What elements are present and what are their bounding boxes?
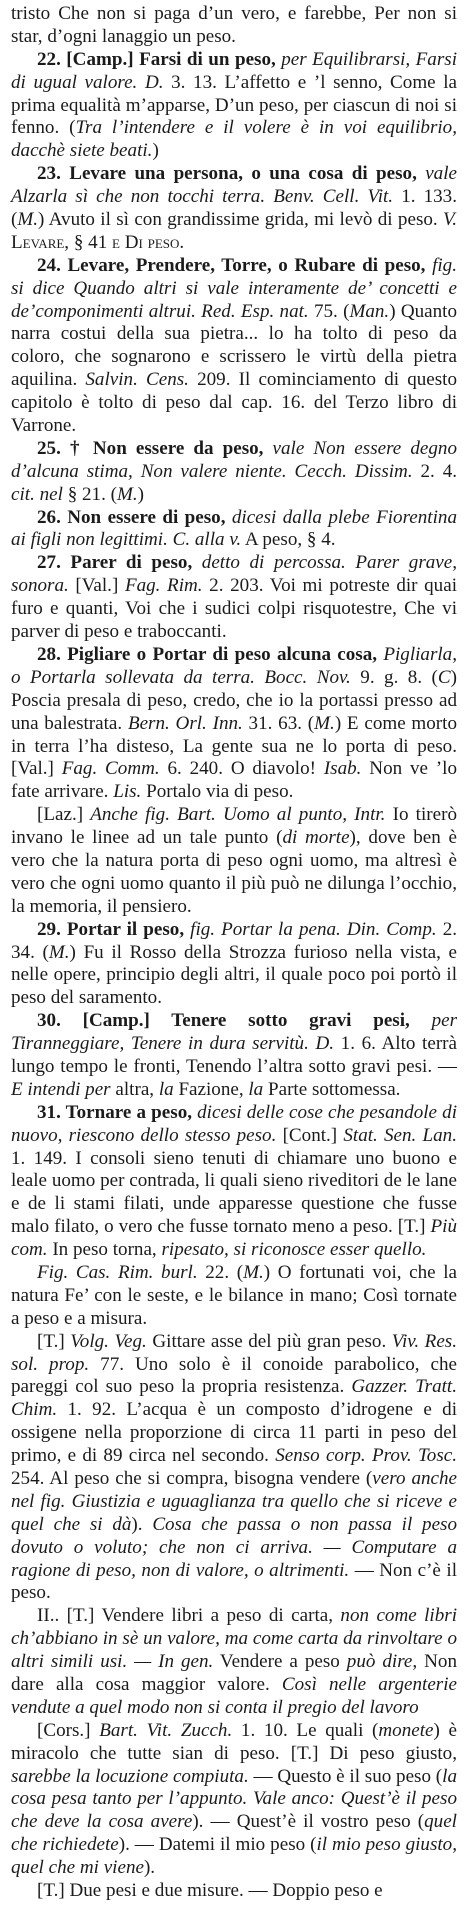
entry-heading: 31. Tornare a peso, [37,1101,198,1123]
text-run: 75. ( [308,300,350,322]
italic-text: vale Alzarla sì che non tocchi terra. Benv. Cell. Vit. [11,163,457,208]
entry-heading: 28. Pigliare o Portar di peso alcuna cosa, [37,643,384,665]
italic-text: M. [48,941,70,963]
text-run: 1. 6. Alto terrà lungo tempo le fronti, Tenendo l’altra sotto gravi pesi. — [11,1033,457,1077]
italic-text: ripesato, si riconosce esser quello. [161,1239,427,1261]
text-run: 9. g. 8. ( [350,666,438,688]
entry-paragraph [11,552,457,644]
text-run: Levare, § 41 e Di peso. [11,231,185,253]
text-run: § 21. ( [62,483,117,505]
italic-text: può dire, [346,1651,418,1673]
text-run: Vendere a peso [213,1651,347,1673]
italic-text: sarebbe la locuzione compiuta. [11,1765,249,1787]
italic-text: dicesi dalla plebe Fiorentina ai figli non legittimi. C. alla v. [11,506,457,551]
italic-text: V. [443,209,457,231]
italic-text: E intendi per [11,1078,111,1100]
text-run: ) [152,140,159,162]
italic-text: Bern. Orl. Inn. [127,712,243,734]
text-run: II.. [T.] Vendere libri a peso di carta, [37,1605,341,1627]
italic-text: fig. Portar la pena. Din. Comp. [190,918,437,940]
italic-text: vale Non essere degno d’alcuna stima, Non valere niente. Cecch. Dissim. [11,437,457,482]
text-run: 6. 240. O diavolo! [159,758,324,780]
text-run: altra, [110,1078,159,1100]
italic-text: per Equilibrarsi, Farsi di ugual valore. D. [11,48,458,93]
text-run: Non ve ’lo fate arrivare. [11,758,457,803]
entry-heading: 26. Non essere di peso, [37,506,232,528]
entry-paragraph [11,1331,457,1606]
entry-paragraph [11,1605,457,1719]
text-run: ) O fortunati voi, che la natura Fe’ con le seste, e le bilance in mano; Così tornate a peso e a misura. [11,1261,457,1329]
italic-text: la cosa pesa tanto per l’appunto. Vale anco: Quest’è il peso che deve la cosa avere [11,1765,457,1833]
entry-paragraph [11,49,457,163]
italic-text: M. [116,483,138,505]
italic-text: Fag. Rim. [124,575,203,597]
entry-heading: 23. Levare una persona, o una cosa di peso, [37,163,426,185]
text-run: 1. 149. I consoli sieno tenuti di chiamare uno buono e leale uomo per contrada, li quali sieno riveditori de le lane e de li stami filati, unde apparesse questione che fusse malo filato, o vero che fusse tornato meno a peso. [T.] [11,1147,457,1238]
text-run: [Val.] [68,575,125,597]
italic-text: Tra l’intendere e il volere è in voi equilibrio, dacchè siete beati. [11,117,457,162]
italic-text: M. [314,712,335,734]
text-run: ). — Datemi il mio peso ( [118,1834,317,1856]
text-run: In peso torna, [47,1239,162,1261]
entry-paragraph [11,438,457,507]
italic-text: M. [17,209,39,231]
italic-text: Volg. Veg. [70,1330,147,1352]
italic-text: Anche fig. Bart. Uomo al punto, Intr. [90,804,386,826]
entry-paragraph [11,1720,457,1880]
italic-text: Lis. [113,781,142,803]
text-run: ) [137,483,145,505]
italic-text: Man. [349,300,390,322]
italic-text: Bart. Vit. Zucch. [99,1719,233,1741]
text-run: Parte sottomessa. [263,1078,401,1100]
italic-text: Gazzer. Tratt. Chim. [11,1376,458,1421]
text-run: 22. ( [197,1261,244,1283]
text-run: [Laz.] [37,804,91,826]
italic-text: Cosa che passa o non passa il peso dovuto o voluto; che non ci arriva. — Computare a ragione di peso, non di valore, o altrimenti. [11,1513,458,1581]
entry-paragraph [11,919,457,1011]
italic-text: C [437,666,451,688]
italic-text: per Tiranneggiare, Tenere in dura servitù. D. [11,1010,457,1055]
italic-text: cit. nel [11,483,63,505]
italic-text: la [158,1078,174,1100]
entry-paragraph [11,1262,457,1331]
text-run: 1. 10. Le quali ( [232,1719,379,1741]
italic-text: Fig. Cas. Rim. burl. [37,1261,198,1283]
italic-text: Così nelle argenterie vendute a quel modo non si conta il pregio del lavoro [11,1674,457,1718]
text-run: ) Quanto narra costui della sua pietra... lo ha tolto di peso da coloro, che sognarono e scrissero le virtù della pietra aquilina. [11,300,457,391]
italic-text: monete [378,1719,434,1741]
text-run: ). [143,1857,156,1879]
text-run: ) E come morto in terra l’ha disteso, La gente sua ne lo porta di peso. [Val.] [11,712,457,780]
italic-text: quel che richiedete [11,1811,457,1856]
text-run: Fazione, [173,1078,249,1100]
italic-text: Fag. Comm. [61,758,160,780]
text-run: 3. 13. L’affetto e ’l senno, Come la prima equalità m’apparse, D’un peso, per ciascun di noi si fenno. ( [11,71,458,139]
entry-heading: 25. † Non essere da peso, [37,437,273,459]
text-run: Gittare asse del più gran peso. [146,1330,392,1352]
entry-heading: 27. Parer di peso, [37,552,202,574]
text-run: ). [131,1513,153,1535]
entry-paragraph [11,255,457,438]
text-run: — Questo è il suo peso ( [248,1765,443,1787]
text-run: [Cors.] [37,1719,100,1741]
italic-text: di morte [282,827,350,849]
italic-text: Pigliarla, o Portarla sollevata da terra. Bocc. Nov. [11,643,457,688]
text-run: tristo Che non si paga d’un vero, e farebbe, Per non si star, d’ogni lanaggio un peso. [11,3,457,47]
text-run: 31. 63. ( [242,712,315,734]
entry-paragraph [11,1010,457,1102]
text-run: ) Poscia presala di peso, credo, che io la portassi presso ad una balestrata. [11,666,457,734]
text-run: 209. Il cominciamento di questo capitolo è tolto di peso dal cap. 16. del Terzo libro di Varrone. [11,369,458,437]
entry-heading: 30. [Camp.] Tenere sotto gravi pesi, [37,1010,432,1032]
italic-text: Viv. Res. sol. prop. [11,1330,457,1375]
italic-text: non come libri ch’abbiano in sè un valore, ma come carta da rinvoltare o altri simili usi. — In gen. [11,1605,457,1673]
text-run: Non dare alla cosa maggior valore. [11,1651,457,1696]
text-run: ). — Quest’è il vostro peso ( [192,1811,425,1833]
text-run: Portalo via di peso. [141,781,294,803]
text-run: ) è miracolo che tutte sian di peso. [T.] Di peso giusto, [11,1719,457,1764]
text-run: ), dove ben è vero che la natura porta di peso ogni uomo, ma altresì è vero che ogni uomo quanto il più può ne dilunga l’occhio, la memoria, il pensiero. [11,827,458,917]
italic-text: Stat. Sen. Lan. [343,1124,457,1146]
entry-heading: 29. Portar il peso, [37,918,191,940]
italic-text: M. [243,1261,264,1283]
entry-paragraph [11,3,457,49]
text-run: 1. 133. ( [11,186,457,231]
text-run: 1. 92. L’acqua è un composto d’idrogene e di ossigene nella proporzione di circa 11 parti in peso del primo, e di 89 circa nel secondo. [11,1399,457,1467]
italic-text: Isab. [323,758,362,780]
entry-heading: 22. [Camp.] Farsi di un peso, [37,48,282,70]
text-run: A peso, § 4. [241,529,336,551]
entry-paragraph [11,1880,457,1903]
entry-paragraph [11,163,457,255]
entry-paragraph [11,1102,457,1262]
text-run: ) Avuto il sì con grandissime grida, mi levò di peso. [38,209,444,231]
text-run: 2. 34. ( [11,918,458,963]
text-run: [T.] [37,1330,71,1352]
text-run: [Cont.] [276,1124,344,1146]
text-run: Io tirerò invano le linee ad un tale punto ( [11,804,457,849]
text-run: ) Fu il Rosso della Strozza furioso nella vista, e nelle opere, principio degli altri, il quale poco poi portò il peso del saramento. [11,941,457,1009]
italic-text: la [248,1078,264,1100]
entry-paragraph [11,804,457,918]
italic-text: detto di percossa. Parer grave, sonora. [11,552,457,597]
italic-text: Salvin. Cens. [85,369,189,391]
italic-text: Senso corp. Prov. Tosc. [275,1445,457,1467]
italic-text: fig. si dice Quando altri si vale interamente de’ concetti e de’componimenti altrui. Red. Esp. nat. [11,254,457,322]
text-run: 2. 4. [412,460,457,482]
italic-text: il mio peso giusto, quel che mi viene [11,1834,457,1879]
entry-paragraph [11,507,457,553]
text-run: [T.] Due pesi e due misure. — Doppio peso e [37,1880,383,1902]
text-run: 2. 203. Voi mi potreste dir quai furo e quanti, Voi che i sudici colpi risquotestre, Che vi parver di peso e traboccanti. [11,575,457,643]
entry-paragraph [11,644,457,804]
italic-text: dicesi delle cose che pesandole di nuovo, riescono dello stesso peso. [11,1101,457,1146]
text-run: 77. Uno solo è il conoide parabolico, che pareggi col suo peso la propria resistenza. [11,1353,457,1398]
italic-text: vero anche nel fig. Giustizia e uguaglianza tra quello che si riceve e quel che si dà [11,1468,457,1535]
entry-heading: 24. Levare, Prendere, Torre, o Rubare di peso, [37,254,433,276]
text-run: 254. Al peso che si compra, bisogna vendere ( [11,1468,373,1489]
text-run: — Non c’è il peso. [11,1559,457,1604]
italic-text: Più com. [11,1216,457,1261]
